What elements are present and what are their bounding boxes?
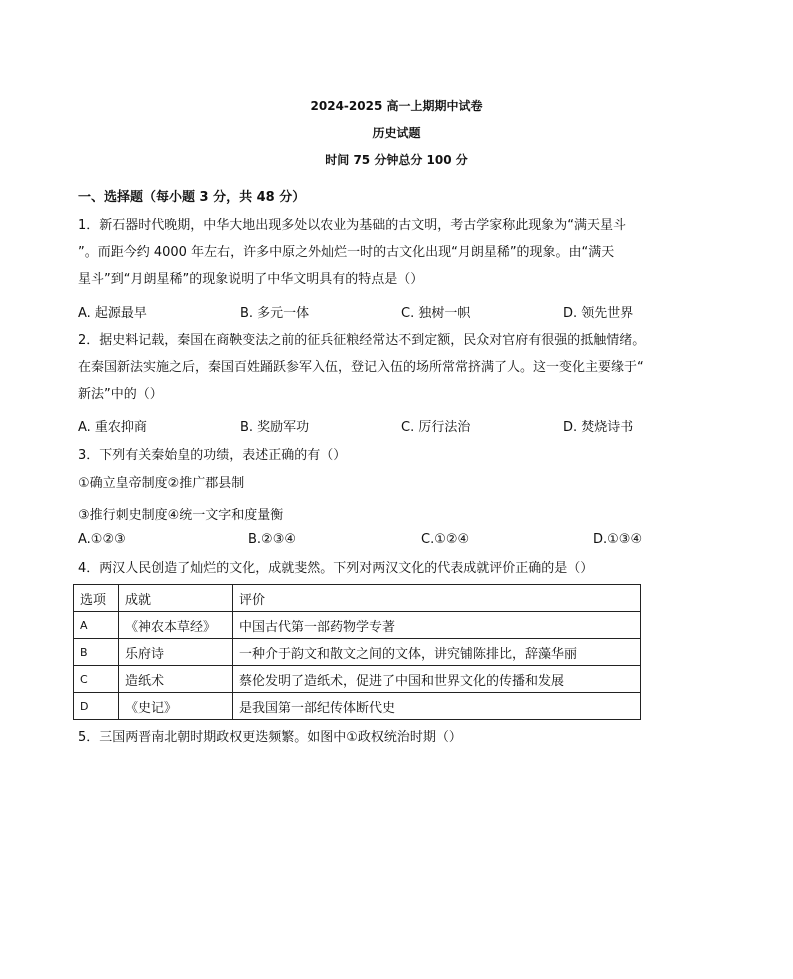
- q5-stem: 5．三国两晋南北朝时期政权更迭频繁。如图中①政权统治时期（）: [78, 730, 462, 745]
- table-cell: B: [74, 639, 119, 666]
- table-cell: 蔡伦发明了造纸术，促进了中国和世界文化的传播和发展: [233, 666, 641, 693]
- q4-table: [73, 584, 641, 720]
- exam-title: 2024-2025 高一上期期中试卷: [310, 99, 483, 113]
- q2-option-a[interactable]: A. 重农抑商: [78, 420, 147, 435]
- section-title: 一、选择题（每小题 3 分，共 48 分）: [78, 190, 306, 205]
- q3-option-a[interactable]: A.①②③: [78, 532, 126, 547]
- q1-line: 星斗”到“月朗星稀”的现象说明了中华文明具有的特点是（）: [78, 272, 424, 287]
- q3-line: 3．下列有关秦始皇的功绩，表述正确的有（）: [78, 448, 347, 463]
- table-cell: 乐府诗: [119, 639, 233, 666]
- table-cell: 《神农本草经》: [119, 612, 233, 639]
- q4-stem: 4．两汉人民创造了灿烂的文化，成就斐然。下列对两汉文化的代表成就评价正确的是（）: [78, 561, 594, 576]
- q2-option-d[interactable]: D. 焚烧诗书: [563, 420, 634, 435]
- table-header-row: [74, 585, 641, 612]
- exam-subject: 历史试题: [372, 126, 421, 140]
- table-cell: 中国古代第一部药物学专著: [233, 612, 641, 639]
- table-cell: C: [74, 666, 119, 693]
- table-cell: 造纸术: [119, 666, 233, 693]
- table-row: [74, 612, 641, 639]
- q2-line: 在秦国新法实施之后，秦国百姓踊跃参军入伍，登记入伍的场所常常挤满了人。这一变化主要缘于“: [78, 360, 644, 375]
- q1-option-d[interactable]: D. 领先世界: [563, 306, 634, 321]
- exam-info: 时间 75 分钟总分 100 分: [325, 153, 468, 167]
- q3-option-b[interactable]: B.②③④: [248, 532, 297, 547]
- table-row: [74, 666, 641, 693]
- q1-line: ”。而距今约 4000 年左右，许多中原之外灿烂一时的古文化出现“月朗星稀”的现象。由“满天: [78, 245, 615, 260]
- table-header-cell: 选项: [74, 585, 119, 612]
- q3-line: ③推行刺史制度④统一文字和度量衡: [78, 508, 284, 523]
- table-cell: 《史记》: [119, 693, 233, 720]
- table-cell: 一种介于韵文和散文之间的文体，讲究铺陈排比，辞藻华丽: [233, 639, 641, 666]
- q2-option-b[interactable]: B. 奖励军功: [240, 420, 310, 435]
- q2-option-c[interactable]: C. 厉行法治: [401, 420, 471, 435]
- q2-line: 新法”中的（）: [78, 387, 163, 402]
- table-cell: 是我国第一部纪传体断代史: [233, 693, 641, 720]
- q3-option-c[interactable]: C.①②④: [421, 532, 470, 547]
- table-cell: A: [74, 612, 119, 639]
- q1-option-b[interactable]: B. 多元一体: [240, 306, 310, 321]
- q1-line: 1．新石器时代晚期，中华大地出现多处以农业为基础的古文明，考古学家称此现象为“满天星斗: [78, 218, 627, 233]
- table-row: [74, 693, 641, 720]
- table-header-cell: 评价: [233, 585, 641, 612]
- table-row: [74, 639, 641, 666]
- table-header-cell: 成就: [119, 585, 233, 612]
- q1-option-a[interactable]: A. 起源最早: [78, 306, 147, 321]
- q3-line: ①确立皇帝制度②推广郡县制: [78, 476, 245, 491]
- q2-line: 2．据史料记载，秦国在商鞅变法之前的征兵征粮经常达不到定额，民众对官府有很强的抵触情绪。: [78, 333, 646, 348]
- table-cell: D: [74, 693, 119, 720]
- q3-option-d[interactable]: D.①③④: [593, 532, 643, 547]
- q1-option-c[interactable]: C. 独树一帜: [401, 306, 471, 321]
